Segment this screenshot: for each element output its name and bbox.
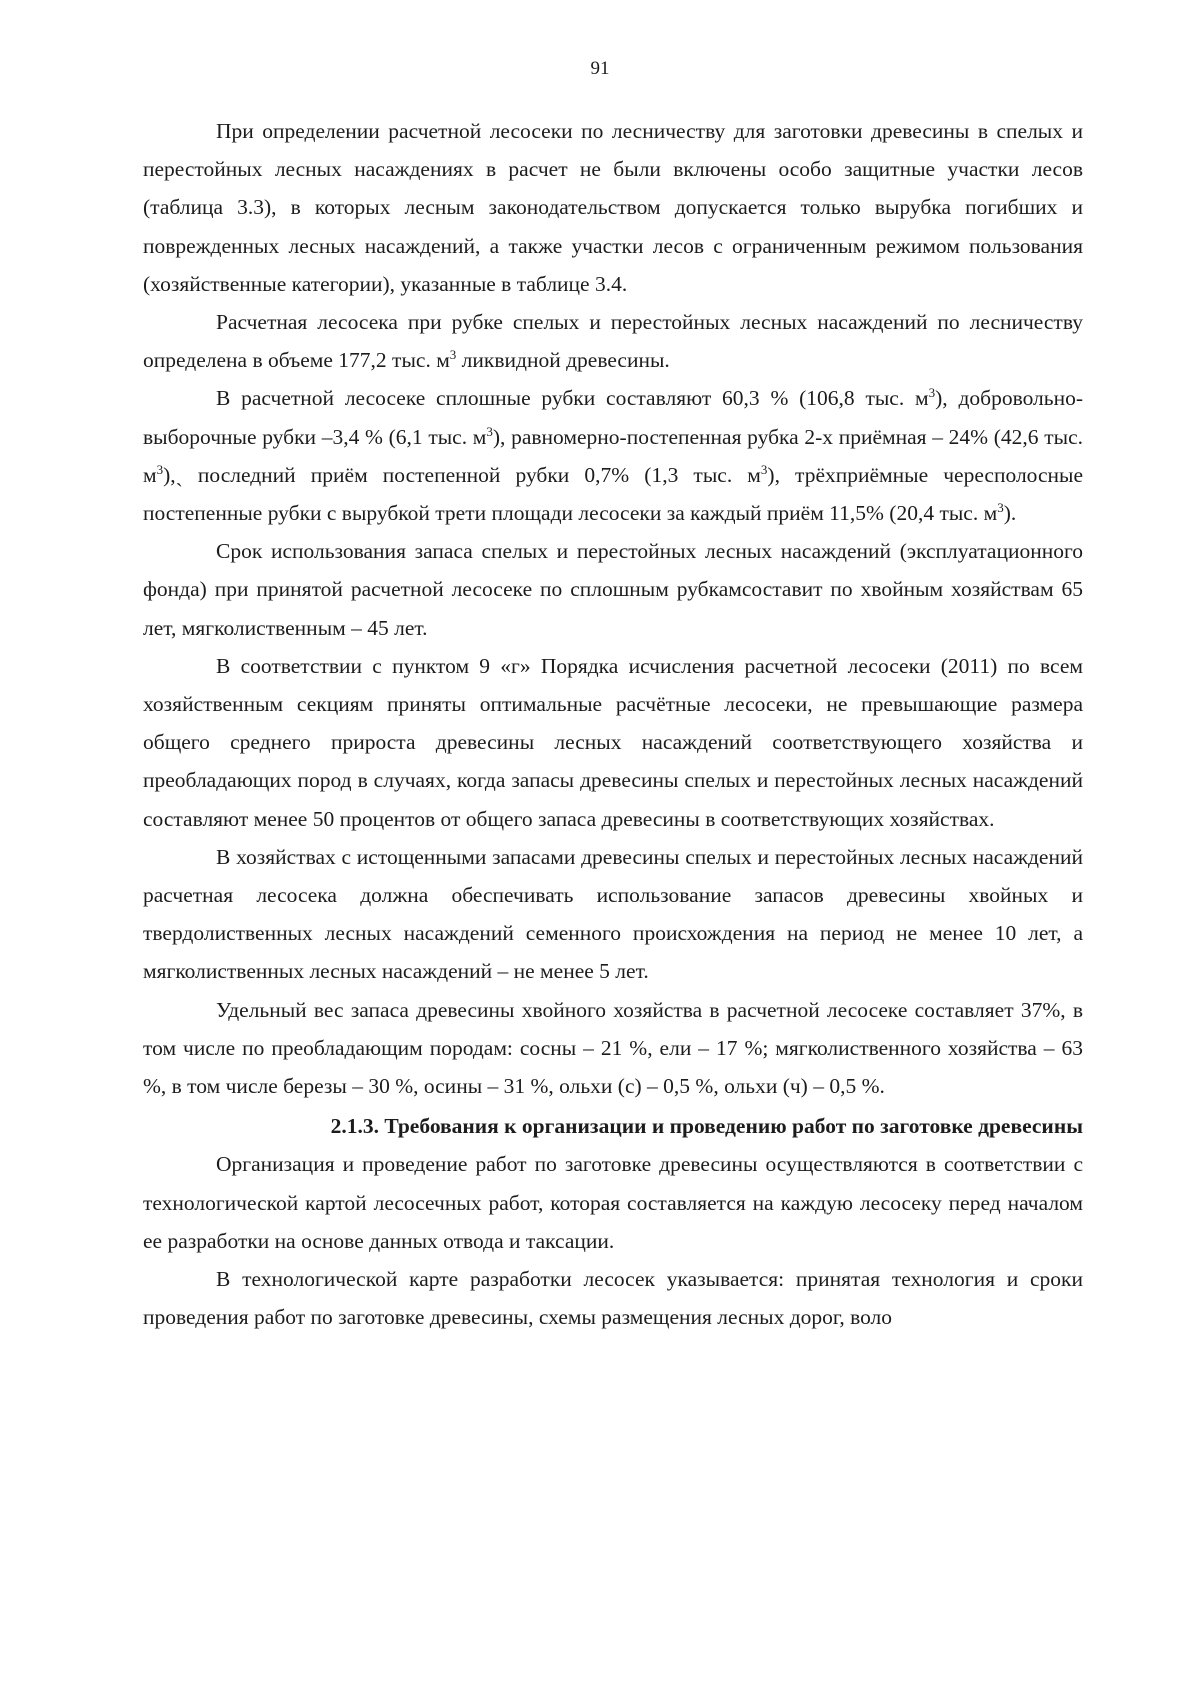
text-run: ), равномерно-постепенная рубка 2-х приёмная – 24% (42,6 тыс. м [143,424,1083,487]
paragraph: При определении расчетной лесосеки по лесничеству для заготовки древесины в спелых и перестойных лесных насаждениях в расчет не были включены особо защитные участки лесов (таблица 3.3), в которых лесным законодательством допускается только вырубка погибших и поврежденных лесных насаждений, а также участки лесов с ограниченным режимом пользования (хозяйственные категории), указанные в таблице 3.4. [143,119,1083,296]
section-heading: 2.1.3. Требования к организации и проведению работ по заготовке древесины [330,1114,1083,1139]
paragraph [143,303,1083,379]
superscript: 3 [486,423,493,439]
text-run: ). [1003,501,1017,526]
paragraph: В технологической карте разработки лесосек указывается: принятая технология и сроки проведения работ по заготовке древесины, схемы размещения лесных дорог, воло [143,1267,1083,1330]
superscript: 3 [997,500,1004,516]
paragraph [143,379,1083,532]
paragraph: Удельный вес запаса древесины хвойного хозяйства в расчетной лесосеке составляет 37%, в том числе по преобладающим породам: сосны – 21 %, ели – 17 %; мягколиственного хозяйства – 63 %, в том числе березы – 30 %, осины – 31 %, ольхи (с) – 0,5 %, ольхи (ч) – 0,5 %. [143,997,1083,1099]
superscript: 3 [156,461,164,477]
document-body [143,112,1083,1337]
text-run: В расчетной лесосеке сплошные рубки составляют 60,3 % (106,8 тыс. м [216,386,929,411]
paragraph: В соответствии с пунктом 9 «г» Порядка исчисления расчетной лесосеки (2011) по всем хозяйственным секциям приняты оптимальные расчётные лесосеки, не превышающие размера общего среднего прироста древесины лесных насаждений соответствующего хозяйства и преобладающих пород в случаях, когда запасы древесины спелых и перестойных лесных насаждений составляют менее 50 процентов от общего запаса древесины в соответствующих хозяйствах. [143,653,1083,831]
text-run: ликвидной древесины. [456,348,670,373]
page-number: 91 [590,58,610,79]
text-run: ), трёхприёмные чересполосные постепенные рубки с вырубкой трети площади лесосеки за каждый приём 11,5% (20,4 тыс. м [143,462,1083,526]
paragraph: В хозяйствах с истощенными запасами древесины спелых и перестойных лесных насаждений расчетная лесосека должна обеспечивать использование запасов древесины хвойных и твердолиственных лесных насаждений семенного происхождения на период не менее 10 лет, а мягколиственных лесных насаждений – не менее 5 лет. [143,844,1083,984]
text-run: ), добровольно-выборочные рубки –3,4 % (6,1 тыс. м [143,386,1083,449]
superscript: 3 [760,461,768,477]
superscript: 3 [928,385,936,401]
text-run: Расчетная лесосека при рубке спелых и перестойных лесных насаждений по лесничеству определена в объеме 177,2 тыс. м [143,310,1083,373]
superscript: 3 [449,347,457,363]
paragraph: Организация и проведение работ по заготовке древесины осуществляются в соответствии с технологической картой лесосечных работ, которая составляется на каждую лесосеку перед началом ее разработки на основе данных отвода и таксации. [143,1152,1083,1253]
text-run: ),ˏ последний приём постепенной рубки 0,7% (1,3 тыс. м [163,462,761,487]
paragraph: Срок использования запаса спелых и перестойных лесных насаждений (эксплуатационного фонда) при принятой расчетной лесосеке по сплошным рубкамсоставит по хвойным хозяйствам 65 лет, мягколиственным – 45 лет. [143,539,1083,640]
